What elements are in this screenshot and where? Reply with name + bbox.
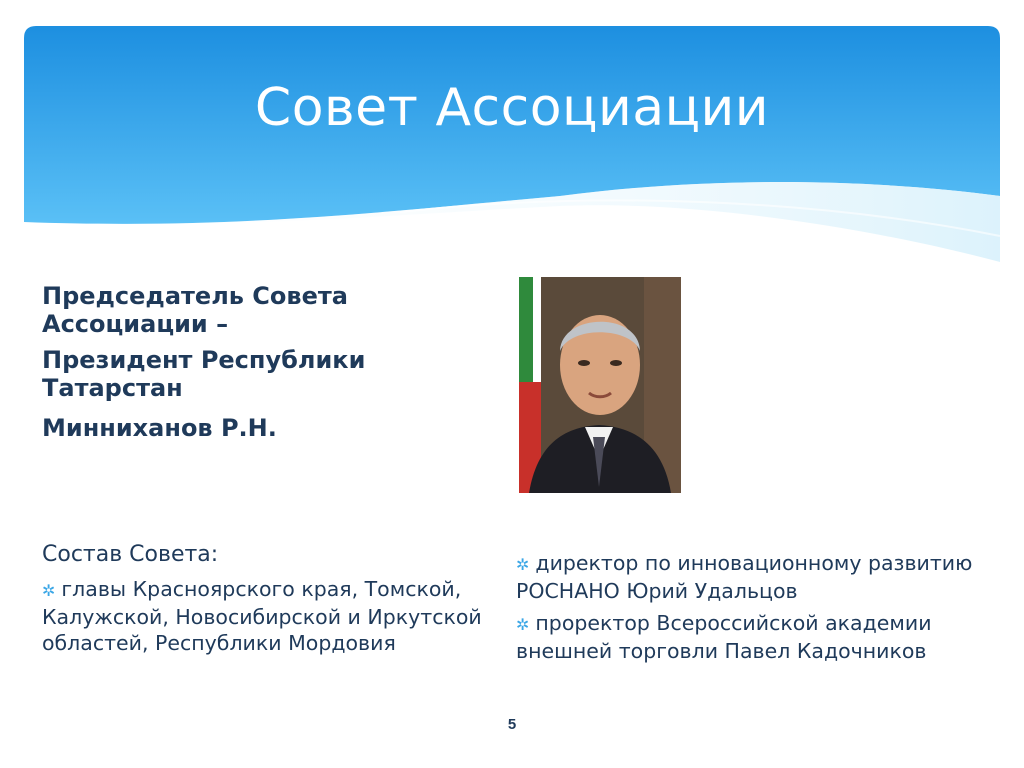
chairman-portrait	[519, 277, 681, 493]
list-item-text: директор по инновационному развитию РОСНАНО Юрий Удальцов	[516, 551, 973, 603]
members-list	[516, 550, 986, 664]
council-members	[516, 550, 986, 670]
chair-line-3: Президент Республики	[42, 346, 366, 374]
chairman-block	[42, 282, 472, 450]
header-wave-banner	[0, 0, 1024, 300]
star-bullet-icon: ✲	[516, 555, 530, 574]
person-portrait-icon	[519, 277, 681, 493]
list-item	[42, 576, 517, 656]
star-bullet-icon: ✲	[42, 581, 56, 600]
composition-list	[42, 576, 517, 656]
chair-line-2: Ассоциации –	[42, 310, 229, 338]
list-item-text: проректор Всероссийской академии внешней торговли Павел Кадочников	[516, 611, 932, 663]
list-item	[516, 550, 986, 604]
chair-line-4: Татарстан	[42, 374, 183, 402]
chair-name: Минниханов Р.Н.	[42, 414, 277, 442]
list-item	[516, 610, 986, 664]
chair-line-1: Председатель Совета	[42, 282, 348, 310]
page-number: 5	[507, 716, 517, 733]
star-bullet-icon: ✲	[516, 615, 530, 634]
list-item-text: главы Красноярского края, Томской, Калужской, Новосибирской и Иркутской областей, Республики Мордовия	[42, 577, 482, 655]
composition-heading: Состав Совета:	[42, 542, 219, 567]
council-composition	[42, 542, 517, 662]
slide-title: Совет Ассоциации	[254, 78, 770, 138]
